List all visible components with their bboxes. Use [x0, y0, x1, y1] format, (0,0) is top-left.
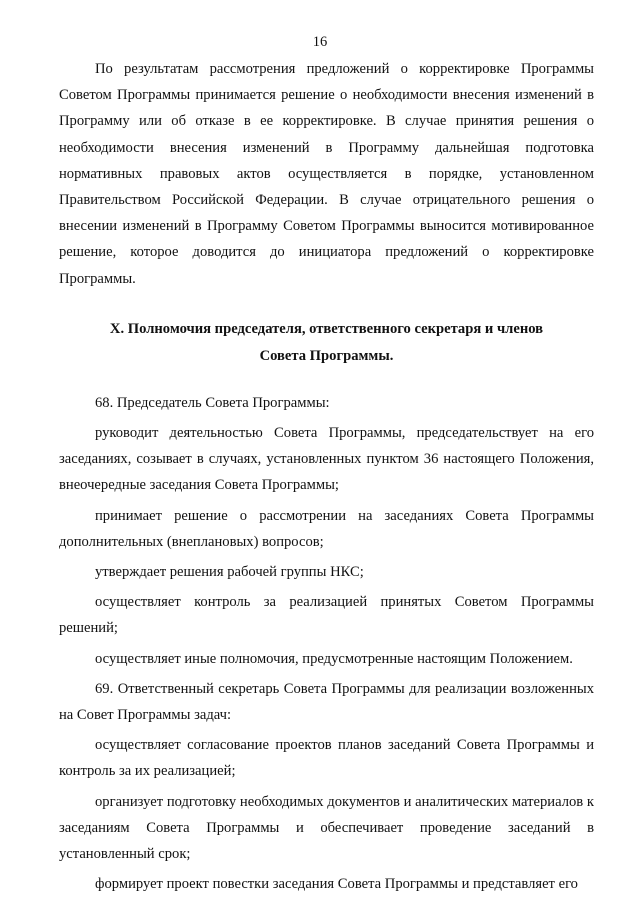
paragraph-chairman-approves: утверждает решения рабочей группы НКС; — [95, 564, 364, 581]
paragraph-chairman-other: осуществляет иные полномочия, предусмотренные настоящим Положением. — [95, 650, 573, 667]
page-number: 16 — [312, 34, 328, 50]
section-heading — [59, 316, 594, 370]
paragraph-chairman-leads: руководит деятельностью Совета Программы, председательствует на его заседаниях, созывает в случаях, установленных пунктом 36 настоящего Положения, внеочередные заседания Совета Программы; — [59, 425, 594, 494]
section-heading-line-1: X. Полномочия председателя, ответственного секретаря и членов — [109, 320, 544, 337]
section-heading-line-2: Совета Программы. — [259, 347, 394, 364]
paragraph-secretary-agenda: формирует проект повестки заседания Совета Программы и представляет его — [95, 876, 578, 893]
paragraph-secretary-coordinates: осуществляет согласование проектов планов заседаний Совета Программы и контроль за их реализацией; — [59, 737, 594, 780]
paragraph-chairman-controls: осуществляет контроль за реализацией принятых Советом Программы решений; — [59, 594, 594, 637]
paragraph-69-title: 69. Ответственный секретарь Совета Программы для реализации возложенных на Совет Программы задач: — [59, 680, 594, 724]
paragraph-68-title: 68. Председатель Совета Программы: — [95, 394, 330, 411]
document-body — [59, 56, 594, 897]
paragraph-program-correction: По результатам рассмотрения предложений о корректировке Программы Советом Программы принимается решение о необходимости внесения изменений в Программу или об отказе в ее корректировке. В случае принятия решения о необходимости внесения изменений в Программу дальнейшая подготовка нормативных правовых актов осуществляется в порядке, установленном Правительством Российской Федерации. В случае отрицательного решения о внесении изменений в Программу Советом Программы выносится мотивированное решение, которое доводится до инициатора предложений о корректировке Программы. — [59, 61, 594, 287]
paragraph-secretary-organizes: организует подготовку необходимых документов и аналитических материалов к заседаниям Совета Программы и обеспечивает проведение заседаний в установленный срок; — [59, 793, 594, 863]
paragraph-chairman-decides: принимает решение о рассмотрении на заседаниях Совета Программы дополнительных (внеплановых) вопросов; — [59, 507, 594, 550]
